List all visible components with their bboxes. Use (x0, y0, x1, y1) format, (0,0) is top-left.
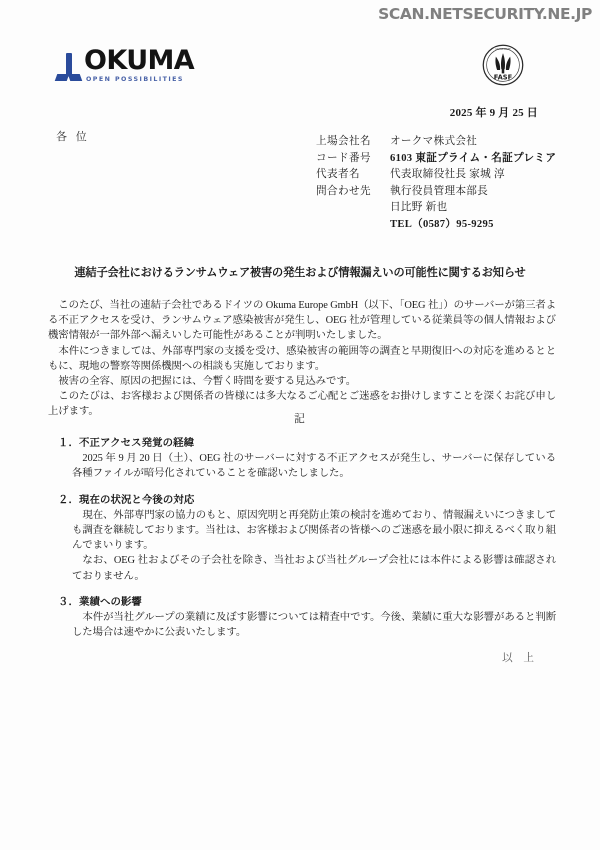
section-paragraph: 2025 年 9 月 20 日（土）、OEG 社のサーバーに対する不正アクセスが発生し、サーバーに保存している各種ファイルが暗号化されていることを確認いたしました。 (72, 453, 556, 480)
svg-text:GRAND PRIZE: GRAND PRIZE (495, 47, 511, 51)
section-item (48, 436, 556, 482)
fasf-seal-icon (482, 44, 524, 86)
svg-text:FASF: FASF (493, 73, 513, 82)
company-info-row (316, 217, 556, 234)
company-info-row (316, 134, 556, 151)
logo-tagline: OPEN POSSIBILITIES (86, 76, 184, 84)
okuma-l-mark-icon (56, 53, 82, 83)
company-info-label: 上場会社名 (316, 136, 371, 147)
section-body (48, 610, 556, 640)
section-item (48, 493, 556, 584)
company-info-label (316, 217, 390, 234)
document-header (0, 44, 600, 96)
company-info-value: 代表取締役社長 家城 淳 (390, 169, 505, 181)
section-heading: ２．現在の状況と今後の対応 (58, 494, 195, 506)
section-heading: ３．業績への影響 (58, 596, 142, 608)
company-info-row (316, 200, 556, 217)
company-info-row (316, 151, 556, 168)
company-info-label: コード番号 (316, 152, 371, 164)
company-info-label (316, 200, 390, 217)
company-info-value: 執行役員管理本部長 (390, 185, 489, 197)
company-info-row (316, 184, 556, 201)
site-watermark: SCAN.NETSECURITY.NE.JP (378, 5, 592, 23)
section-heading: １．不正アクセス発覚の経緯 (58, 438, 195, 449)
page-title: 連結子会社におけるランサムウェア被害の発生および情報漏えいの可能性に関するお知らせ (74, 267, 526, 279)
section-item (48, 595, 556, 641)
document-date: 2025 年 9 月 25 日 (449, 107, 538, 119)
section-paragraph: なお、OEG 社およびその子会社を除き、当社および当社グループ会社には本件による影響は確認されておりません。 (72, 555, 556, 582)
recipient-label: 各 位 (56, 131, 90, 143)
company-info-row (316, 167, 556, 184)
intro-paragraph: 本件につきましては、外部専門家の支援を受け、感染被害の範囲等の調査と早期復旧への対応を進めるとともに、現地の警察等関係機関への相談も実施しております。 (48, 345, 556, 372)
company-info-value: 6103 東証プライム・名証プレミア (390, 152, 557, 164)
section-body (48, 508, 556, 584)
intro-paragraph: 被害の全容、原因の把握には、今暫く時間を要する見込みです。 (58, 376, 356, 388)
closing-mark: 以 上 (502, 653, 538, 664)
company-info-label: 問合わせ先 (316, 185, 371, 197)
section-paragraph: 現在、外部専門家の協力のもと、原因究明と再発防止策の検討を進めており、情報漏えいにつきましても調査を継続しております。当社は、お客様および関係者の皆様へのご迷惑を最小限に抑えるべく取り組んでまいります。 (72, 509, 557, 552)
okuma-logo (56, 45, 195, 84)
company-info-block (316, 134, 556, 234)
section-paragraph: 本件が当社グループの業績に及ぼす影響については精査中です。今後、業績に重大な影響があると判断した場合は速やかに公表いたします。 (72, 612, 556, 639)
logo-wordmark: OKUMA (84, 45, 195, 76)
section-body (48, 451, 556, 481)
company-info-value: 日比野 新也 (390, 202, 448, 214)
ki-mark: 記 (294, 413, 306, 425)
company-info-value: オークマ株式会社 (390, 136, 478, 147)
numbered-sections (48, 436, 556, 651)
company-info-label: 代表者名 (316, 169, 360, 181)
intro-body (48, 298, 556, 420)
intro-paragraph: このたび、当社の連結子会社であるドイツの Okuma Europe GmbH（以下、「OEG 社」）のサーバーが第三者よる不正アクセスを受け、ランサムウェア感染被害が発生し、OEG 社が管理している従業員等の個人情報および機密情報が一部外部へ漏えいした可能性があることが判明いたしました。 (48, 300, 556, 342)
company-info-value: TEL（0587）95-9295 (390, 218, 494, 230)
intro-paragraph: このたびは、お客様および関係者の皆様には多大なるご心配とご迷惑をお掛けしますことを深くお詫び申し上げます。 (48, 391, 556, 418)
